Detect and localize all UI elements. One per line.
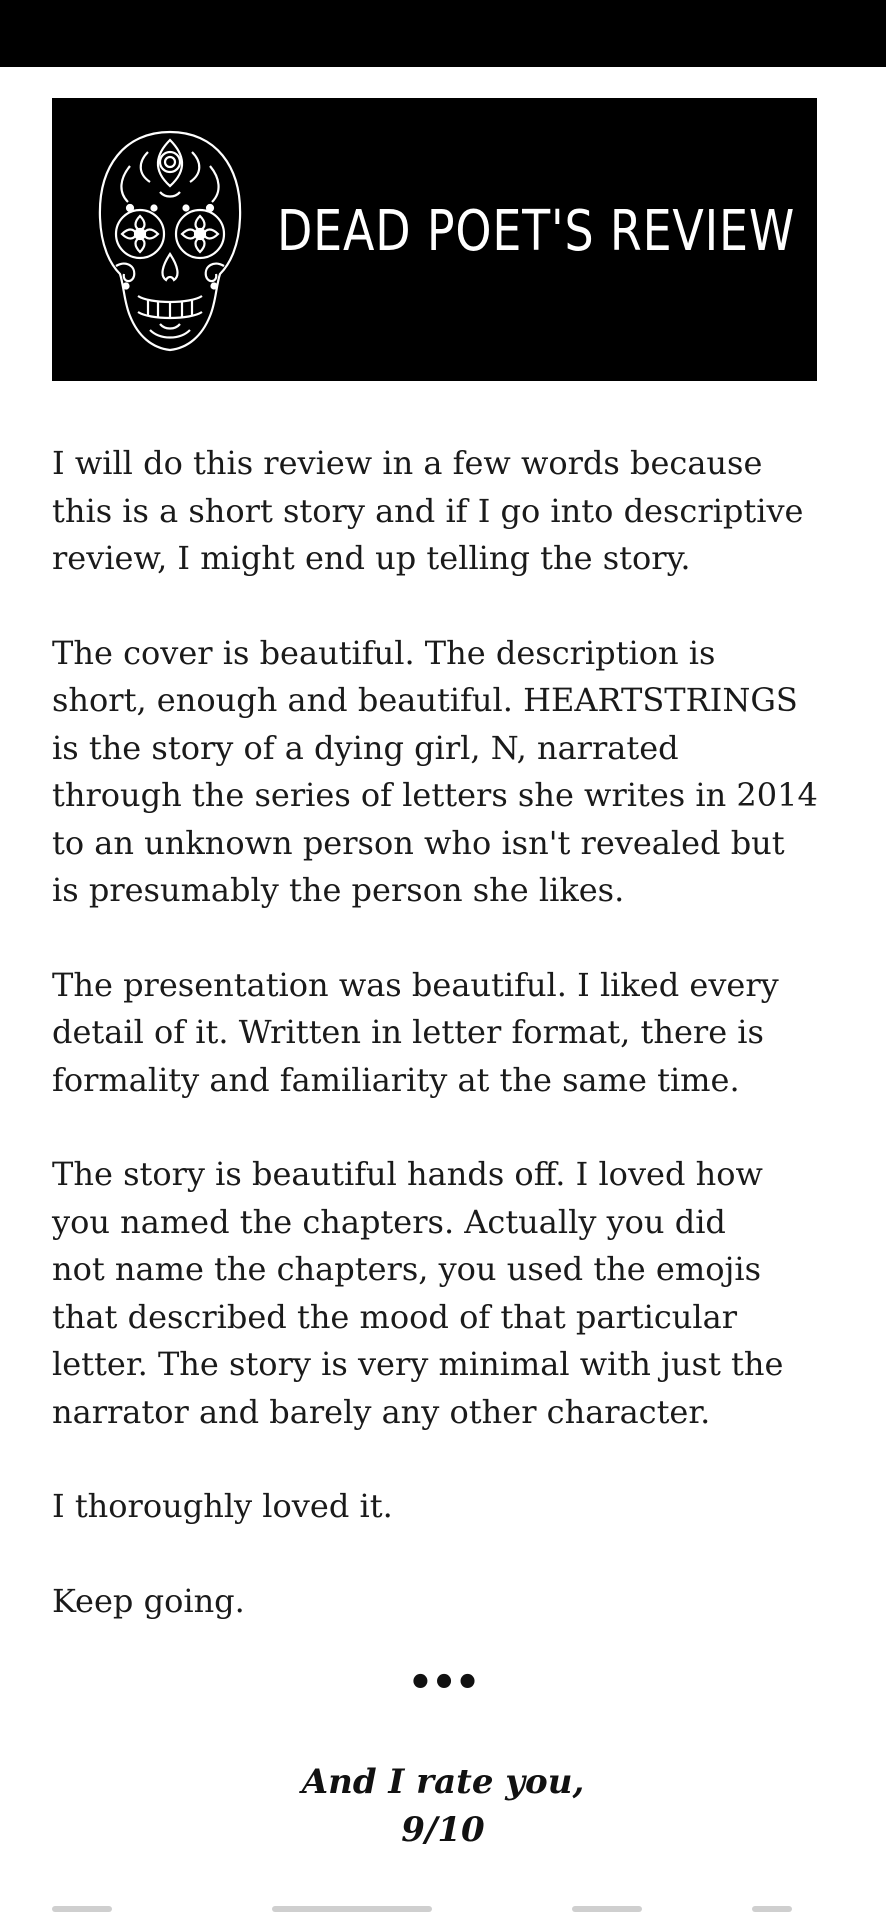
- review-line: short, enough and beautiful. HEARTSTRINGS: [52, 681, 798, 719]
- review-line: is the story of a dying girl, N, narrated: [52, 728, 679, 767]
- review-line: this is a short story and if I go into descriptive: [52, 491, 804, 530]
- review-line: Keep going.: [52, 1581, 245, 1620]
- review-line: The cover is beautiful. The description is: [52, 633, 716, 672]
- review-body: [52, 440, 842, 1672]
- sugar-skull-icon: [90, 126, 250, 356]
- next-paragraph-cutoff: [52, 1900, 842, 1920]
- section-separator: •••: [407, 1660, 479, 1706]
- status-bar: [0, 0, 886, 67]
- rating-score: 9/10: [401, 1810, 485, 1850]
- review-line: not name the chapters, you used the emojis: [52, 1250, 762, 1288]
- review-line: that described the mood of that particular: [52, 1297, 738, 1336]
- banner-title: DEAD POET'S REVIEW: [277, 199, 796, 264]
- rating-block: [0, 1758, 886, 1854]
- review-paragraph: [52, 440, 842, 583]
- review-line: I will do this review in a few words because: [52, 444, 763, 482]
- review-paragraph: [52, 962, 842, 1105]
- review-line: The story is beautiful hands off. I loved how: [52, 1155, 763, 1193]
- review-paragraph: [52, 630, 842, 915]
- review-line: you named the chapters. Actually you did: [52, 1202, 726, 1241]
- review-paragraph: [52, 1578, 842, 1626]
- review-paragraph: [52, 1151, 842, 1436]
- review-line: The presentation was beautiful. I liked every: [52, 965, 779, 1004]
- review-line: is presumably the person she likes.: [52, 871, 625, 909]
- review-line: narrator and barely any other character.: [52, 1392, 711, 1431]
- review-line: I thoroughly loved it.: [52, 1487, 393, 1525]
- review-line: to an unknown person who isn't revealed but: [52, 823, 785, 862]
- rating-intro: And I rate you,: [301, 1762, 585, 1802]
- review-line: formality and familiarity at the same time.: [52, 1060, 740, 1099]
- review-line: letter. The story is very minimal with just the: [52, 1345, 784, 1383]
- review-paragraph: [52, 1483, 842, 1531]
- header-banner: [52, 98, 817, 381]
- review-line: detail of it. Written in letter format, there is: [52, 1013, 764, 1051]
- review-line: through the series of letters she writes in 2014: [52, 776, 818, 814]
- review-line: review, I might end up telling the story.: [52, 539, 691, 577]
